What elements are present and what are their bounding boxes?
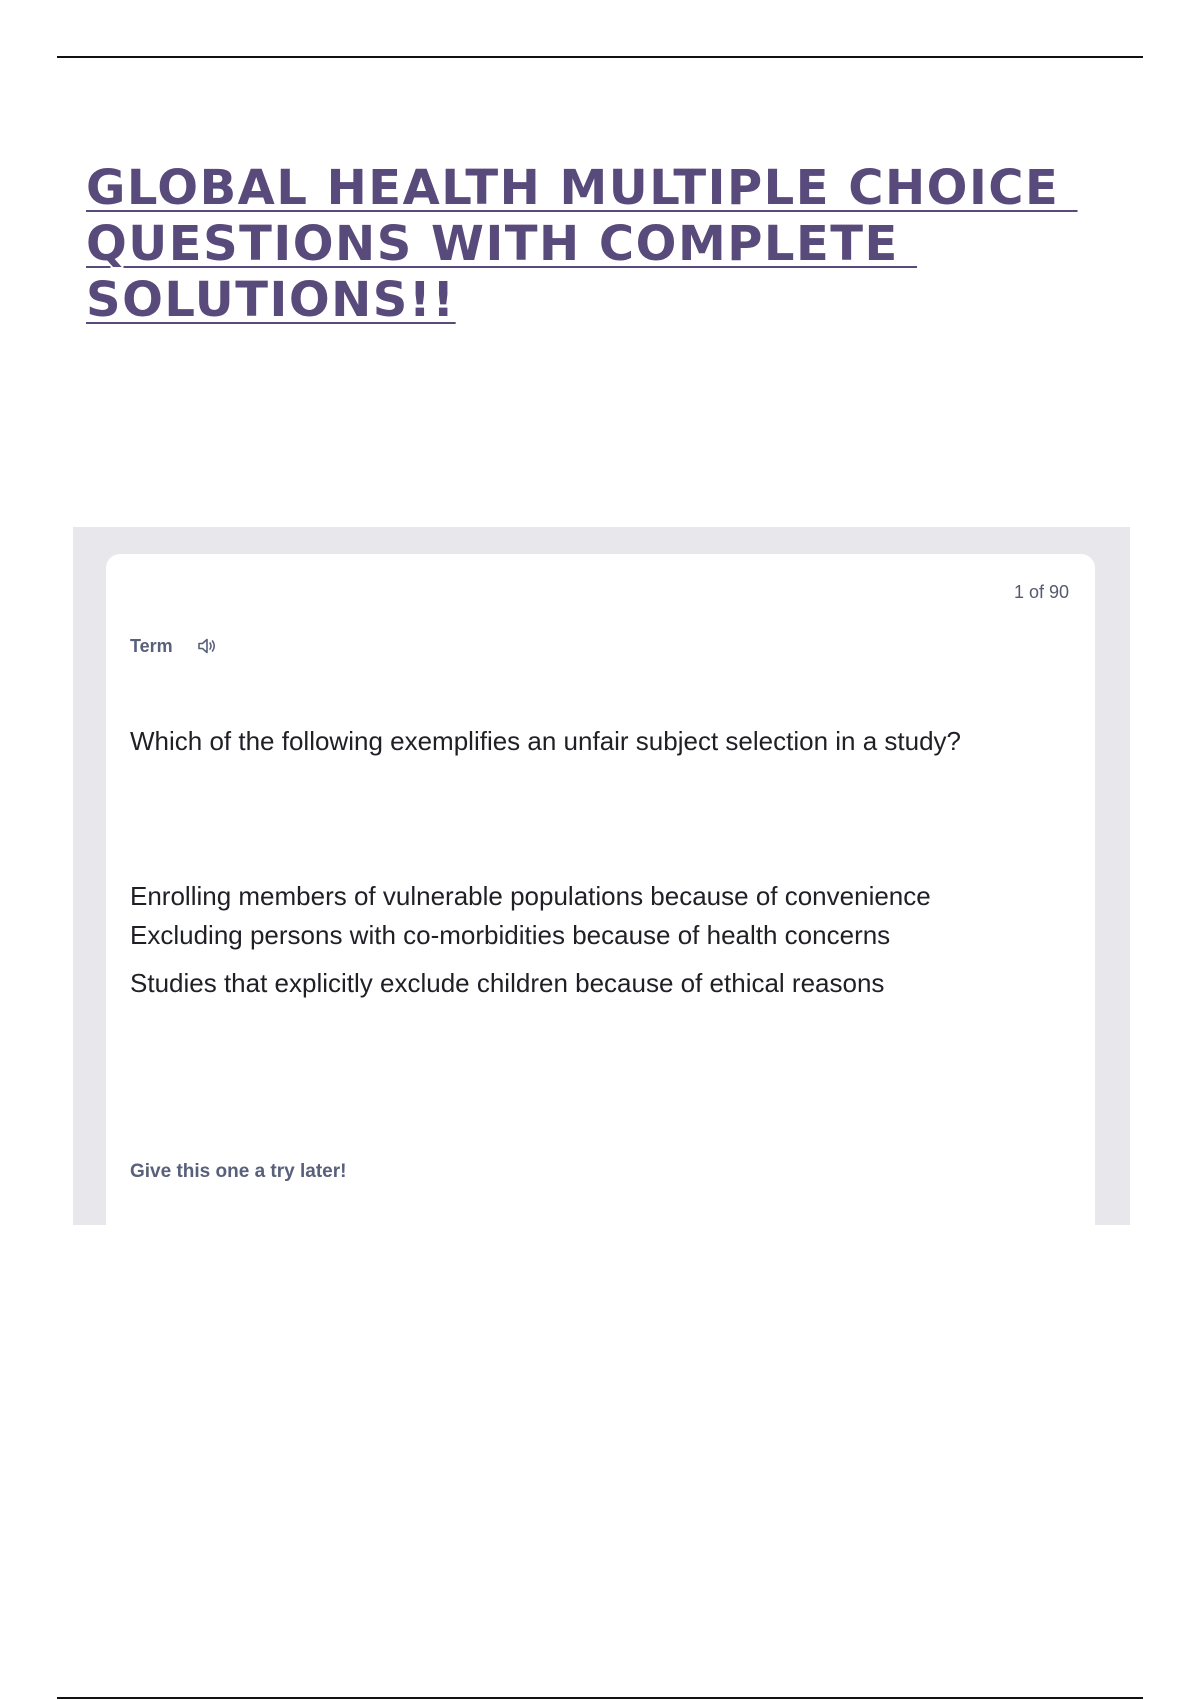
answer-options [130, 877, 1070, 1003]
term-header [130, 634, 219, 658]
top-rule [57, 56, 1143, 58]
card-counter: 1 of 90 [1013, 582, 1069, 602]
document-title [86, 160, 1146, 328]
answer-option[interactable]: Enrolling members of vulnerable populations because of convenience [130, 881, 931, 911]
flashcard-screenshot [73, 527, 1130, 1225]
term-label: Term [130, 635, 173, 656]
speaker-icon[interactable] [195, 634, 219, 658]
question-text: Which of the following exemplifies an unfair subject selection in a study? [130, 726, 961, 756]
try-later-link[interactable]: Give this one a try later! [130, 1161, 347, 1182]
title-line-2: QUESTIONS WITH COMPLETE [86, 216, 918, 272]
answer-option[interactable]: Excluding persons with co-morbidities because of health concerns [130, 920, 891, 950]
title-line-3: SOLUTIONS!! [86, 272, 456, 328]
answer-option[interactable]: Studies that explicitly exclude children because of ethical reasons [130, 968, 885, 998]
flashcard[interactable] [106, 554, 1095, 1225]
title-line-1: GLOBAL HEALTH MULTIPLE CHOICE [86, 160, 1078, 216]
bottom-rule [57, 1697, 1143, 1699]
